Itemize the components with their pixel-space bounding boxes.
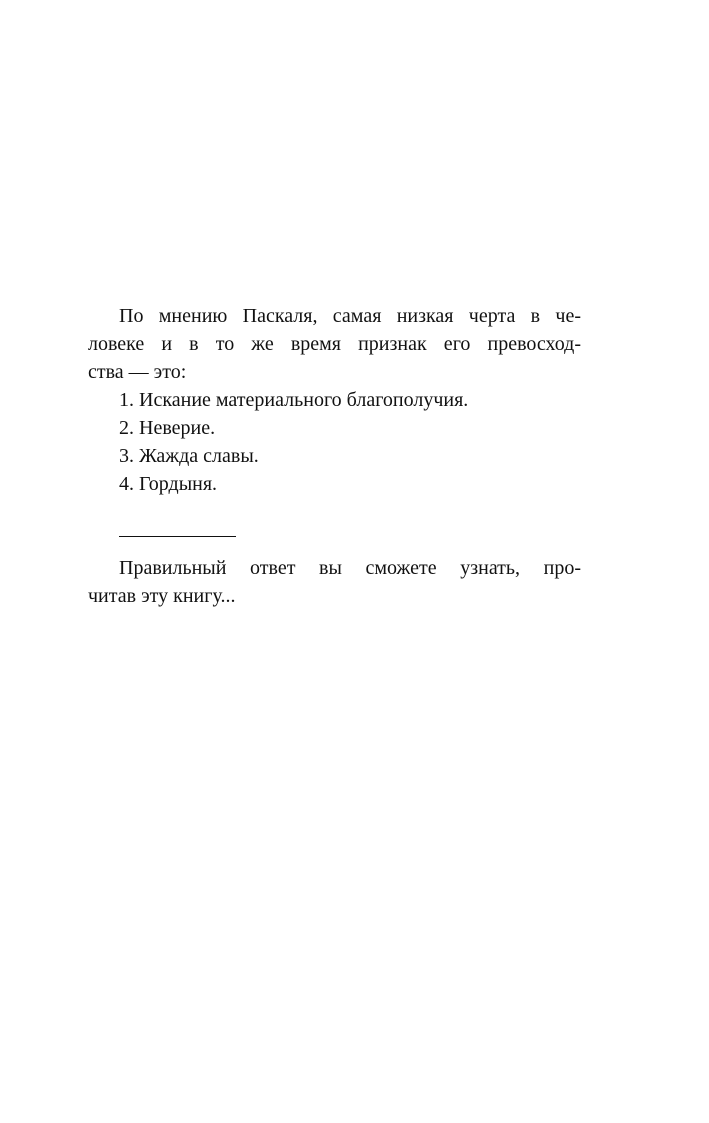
separator-rule [119, 536, 236, 537]
question-line-2: ловеке и в то же время признак его превосход- [88, 333, 581, 355]
answer-option-2: 2. Неверие. [119, 417, 216, 439]
question-line-3: ства — это: [88, 361, 187, 383]
answer-note-line-1: Правильный ответ вы сможете узнать, про- [119, 557, 581, 579]
answer-option-3: 3. Жажда славы. [119, 445, 259, 467]
quiz-question [88, 302, 581, 498]
question-line-1: По мнению Паскаля, самая низкая черта в че- [119, 305, 581, 327]
answer-note-line-2: читав эту книгу... [88, 585, 236, 607]
answer-option-4: 4. Гордыня. [119, 473, 218, 495]
answer-note [88, 554, 581, 610]
answer-option-1: 1. Искание материального благополучия. [119, 389, 469, 411]
